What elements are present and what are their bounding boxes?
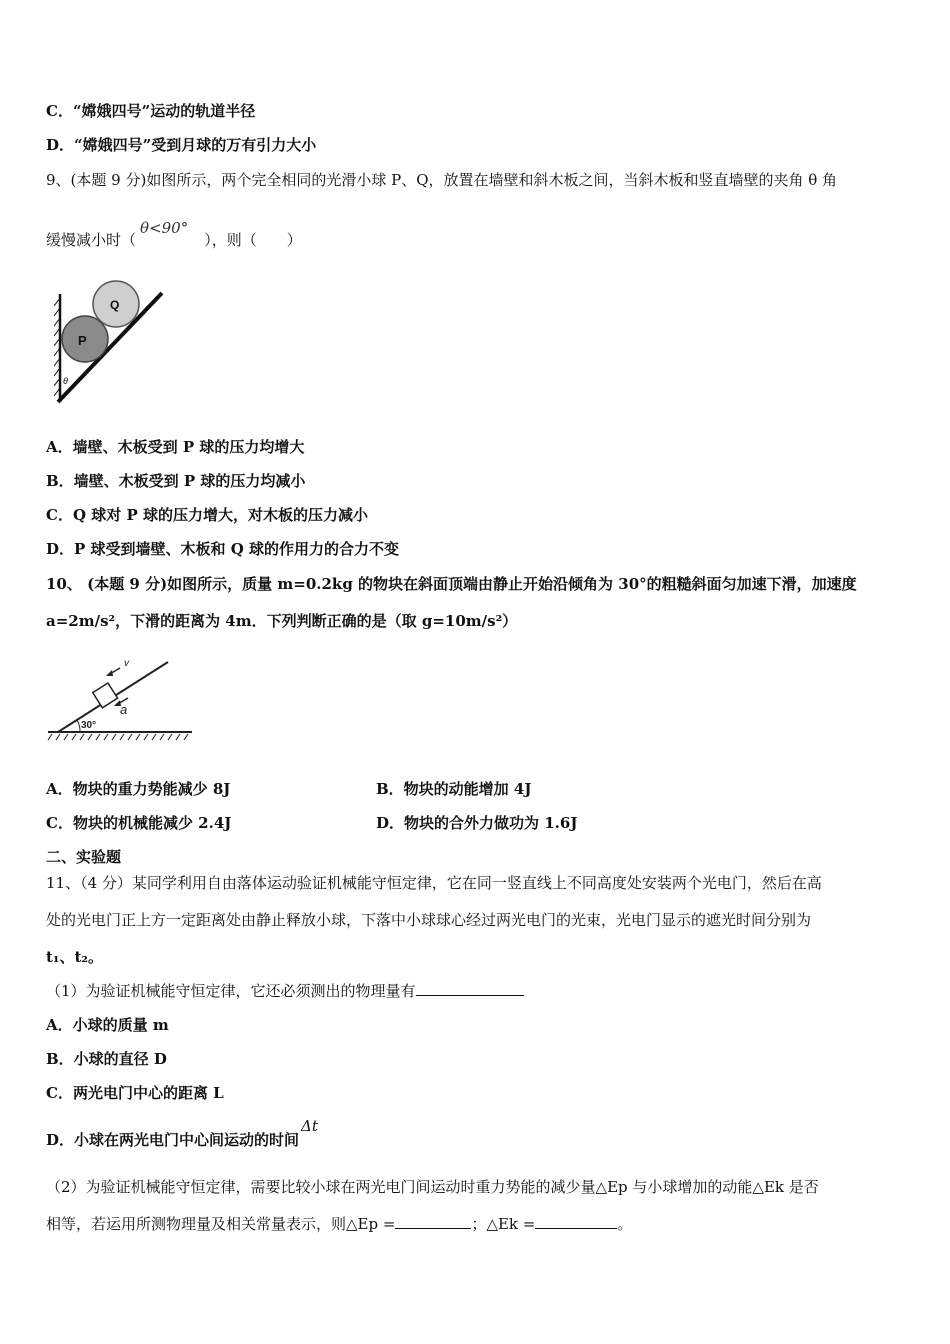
q11-option-c: C．两光电门中心的距离 L: [46, 1084, 224, 1102]
q11-part2-line2: 相等，若运用所测物理量及相关常量表示，则△Ep = ；△Ek = 。: [46, 1215, 633, 1233]
q8-option-c: C．“嫦娥四号”运动的轨道半径: [46, 102, 256, 120]
q9-option-b: B．墙壁、木板受到 P 球的压力均减小: [46, 472, 306, 490]
q9-option-c: C．Q 球对 P 球的压力增大，对木板的压力减小: [46, 506, 368, 524]
q11-stem-line1: 11、（4 分）某同学利用自由落体运动验证机械能守恒定律，它在同一竖直线上不同高度处安装两个光电门，然后在高: [46, 874, 822, 892]
q11-option-d: D．小球在两光电门中心间运动的时间Δt: [46, 1117, 318, 1149]
q11-stem-line2: 处的光电门正上方一定距离处由静止释放小球，下落中小球球心经过两光电门的光束，光电门显示的遮光时间分别为: [46, 911, 812, 929]
q10-option-c: C．物块的机械能减少 2.4J: [46, 814, 232, 832]
block: [93, 683, 118, 708]
q11-part1: （1）为验证机械能守恒定律，它还必须测出的物理量有: [46, 981, 524, 1001]
q10-option-d: D．物块的合外力做功为 1.6J: [376, 814, 578, 832]
q10-option-b: B．物块的动能增加 4J: [376, 780, 532, 798]
v-label: v: [124, 658, 129, 669]
q10-option-a: A．物块的重力势能减少 8J: [46, 780, 231, 798]
q11-part2-line1: （2）为验证机械能守恒定律，需要比较小球在两光电门间运动时重力势能的减少量△Ep 与小球增加的动能△Ek 是否: [46, 1178, 819, 1196]
q11-option-b: B．小球的直径 D: [46, 1050, 167, 1068]
delta-t-symbol: Δt: [301, 1117, 318, 1135]
answer-blank-ek[interactable]: [535, 1214, 617, 1229]
section-title-experiment: 二、实验题: [46, 848, 122, 866]
q9-figure-wall-balls: [54, 276, 172, 408]
q10-figure-incline: [46, 648, 198, 744]
a-label: a: [120, 702, 128, 717]
q9-stem-line1: 9、(本题 9 分)如图所示，两个完全相同的光滑小球 P、Q，放置在墙壁和斜木板之间，当斜木板和竖直墙壁的夹角 θ 角: [46, 171, 838, 189]
answer-blank-ep[interactable]: [395, 1214, 471, 1229]
q10-stem-line2: a=2m/s²，下滑的距离为 4m．下列判断正确的是（取 g=10m/s²）: [46, 612, 518, 630]
q9-stem-line2: 缓慢减小时（θ<90°），则（ ）: [46, 219, 302, 249]
q9-condition: θ<90°: [140, 219, 189, 237]
ball-q-label: Q: [110, 298, 120, 312]
answer-blank-1[interactable]: [416, 981, 524, 996]
angle-theta-label: θ: [63, 376, 68, 386]
velocity-arrow: [106, 670, 113, 676]
ball-p-label: P: [78, 333, 87, 348]
q10-stem-line1: 10、 (本题 9 分)如图所示，质量 m=0.2kg 的物块在斜面顶端由静止开始沿倾角为 30°的粗糙斜面匀加速下滑，加速度: [46, 575, 857, 593]
q8-option-d: D．“嫦娥四号”受到月球的万有引力大小: [46, 136, 317, 154]
q9-option-d: D．P 球受到墙壁、木板和 Q 球的作用力的合力不变: [46, 540, 400, 558]
q11-option-a: A．小球的质量 m: [46, 1016, 169, 1034]
q11-stem-line3: t₁、t₂。: [46, 948, 103, 966]
q9-option-a: A．墙壁、木板受到 P 球的压力均增大: [46, 438, 305, 456]
angle-30-label: 30°: [81, 720, 97, 731]
